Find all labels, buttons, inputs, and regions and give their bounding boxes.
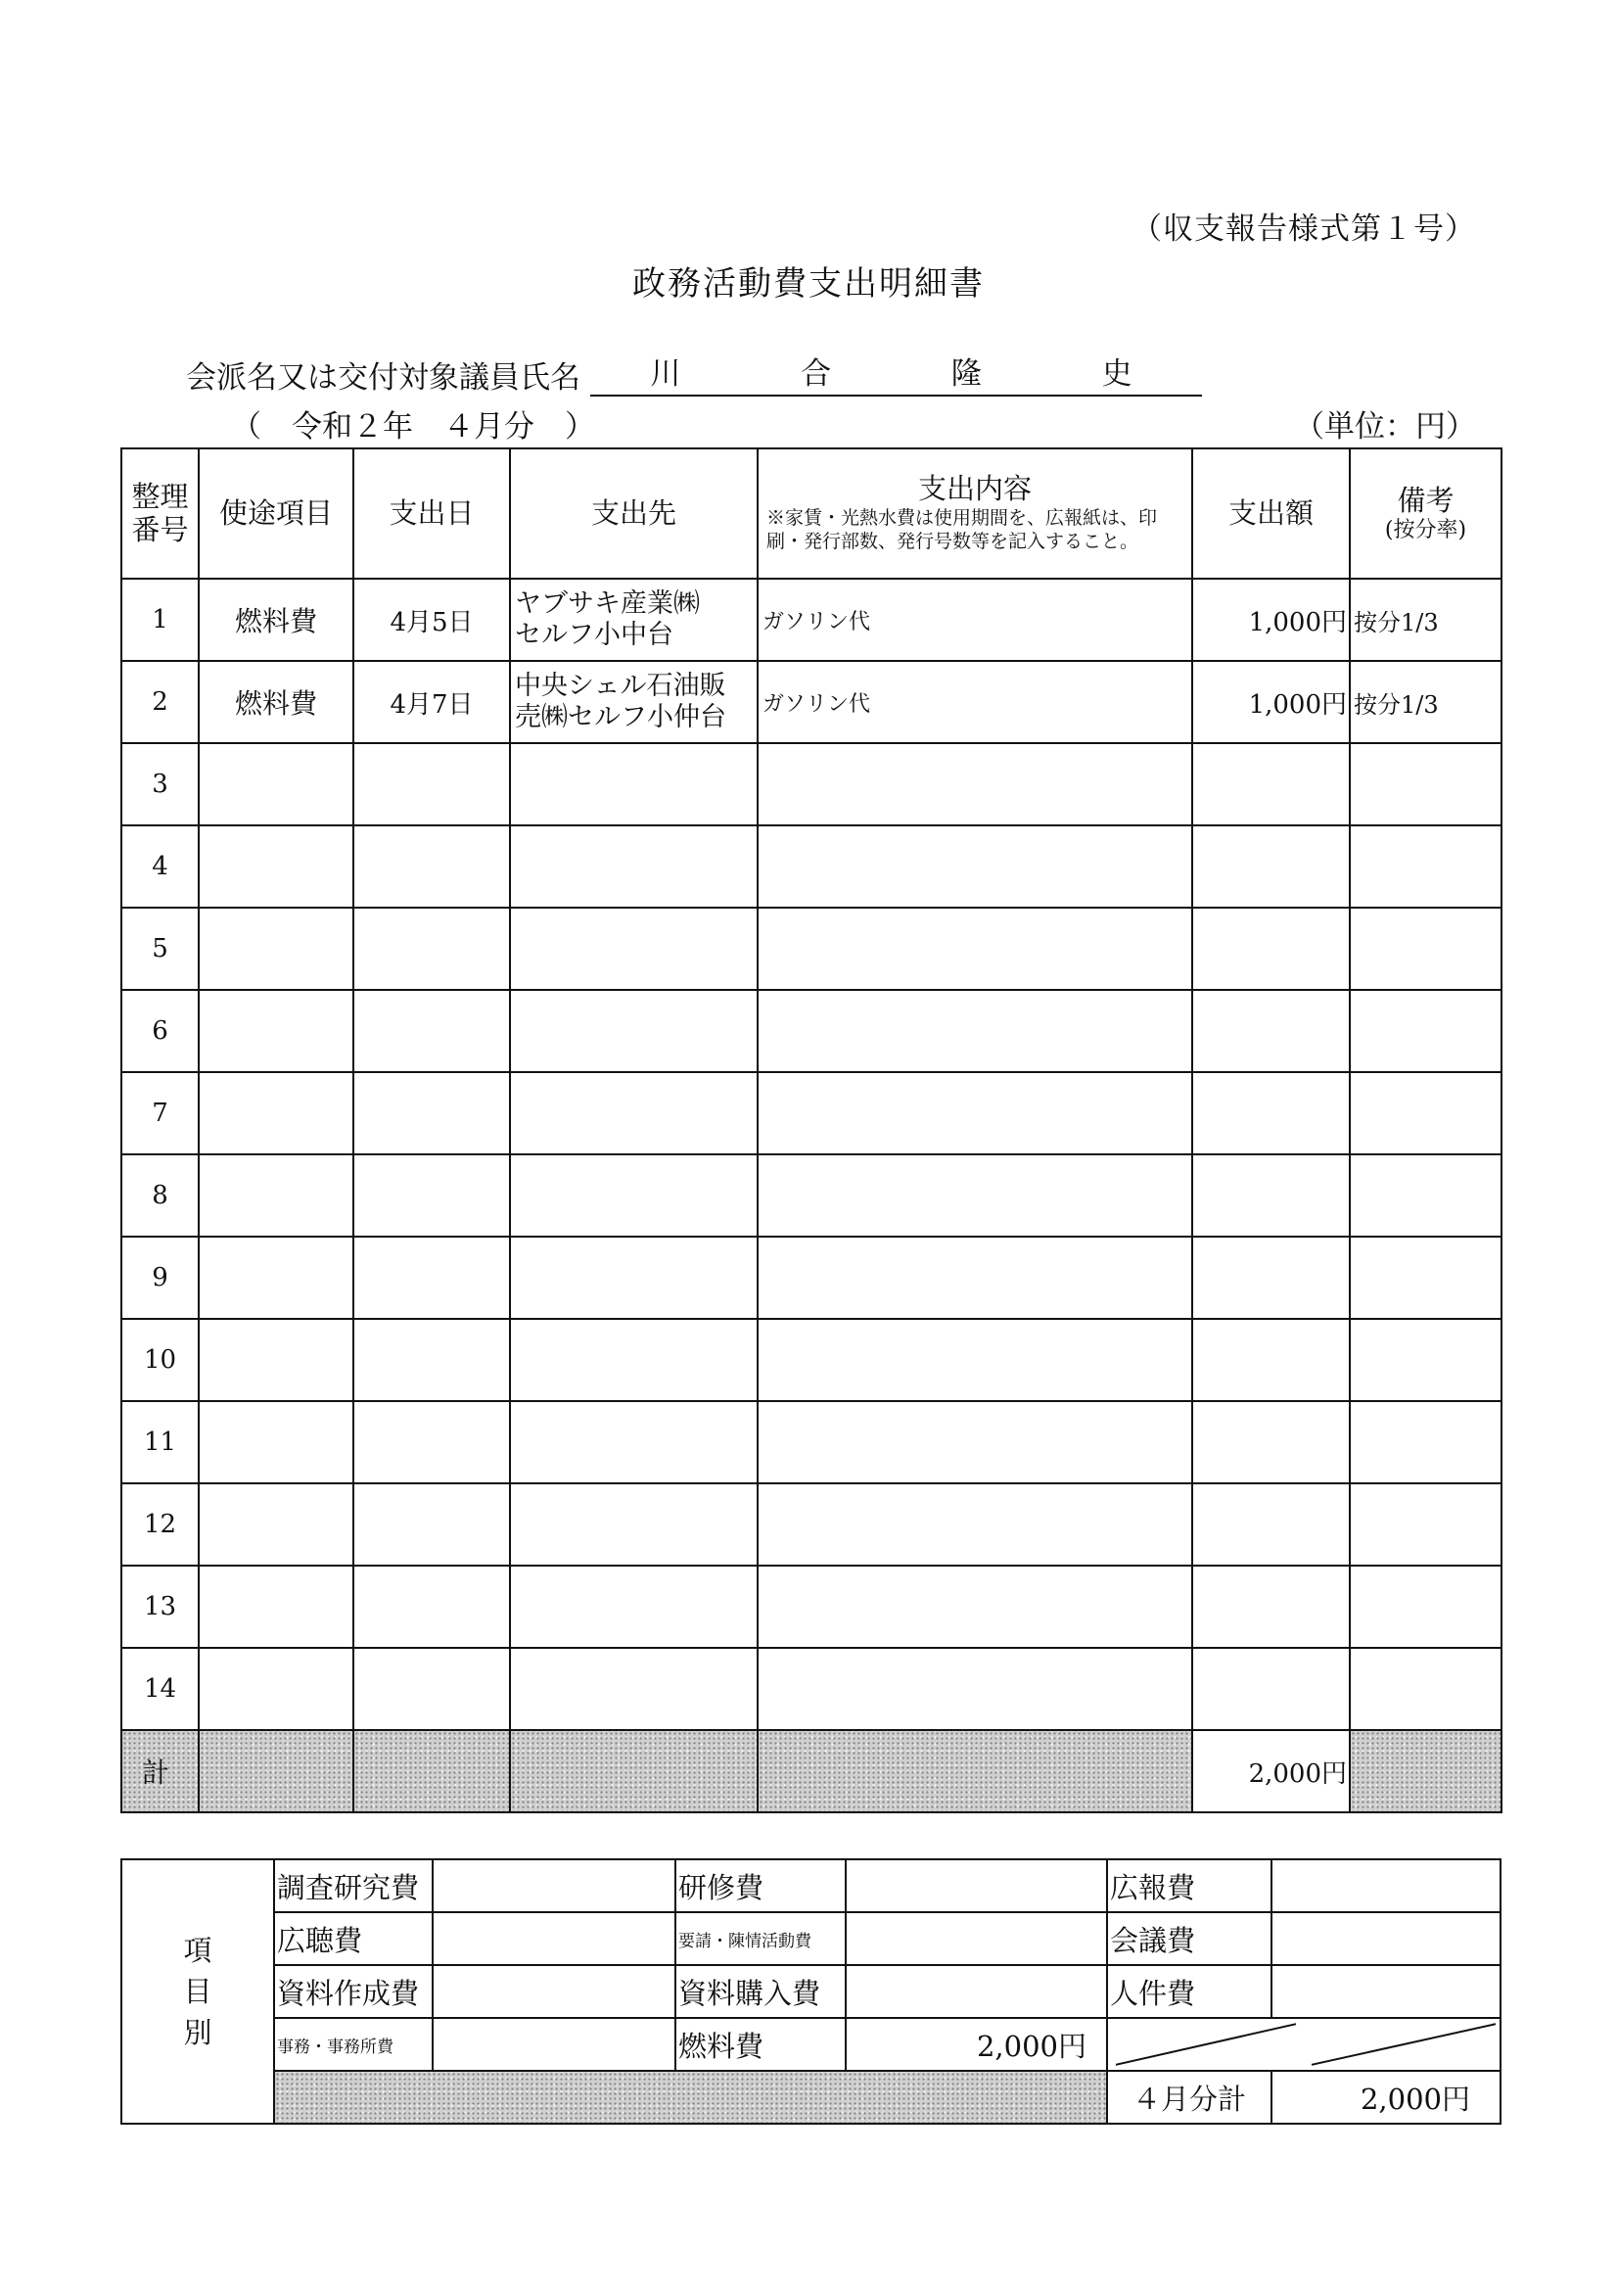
table-row — [121, 990, 1502, 1072]
row-number: 9 — [121, 1237, 199, 1319]
row-amount: 1,000円 — [1192, 579, 1350, 661]
row-category — [199, 1319, 353, 1401]
table-row — [121, 1483, 1502, 1566]
row-amount — [1192, 1237, 1350, 1319]
summary-label: 研修費 — [675, 1859, 846, 1912]
row-payee — [510, 1154, 758, 1237]
row-date — [353, 1483, 510, 1566]
row-description — [758, 1237, 1192, 1319]
row-number: 4 — [121, 825, 199, 908]
table-row — [121, 743, 1502, 825]
summary-row — [121, 1965, 1501, 2018]
summary-label: 会議費 — [1107, 1912, 1271, 1965]
month-total-value: 2,000円 — [1271, 2071, 1501, 2124]
table-row — [121, 1319, 1502, 1401]
table-row — [121, 1566, 1502, 1648]
row-remarks — [1350, 1401, 1502, 1483]
document-title: 政務活動費支出明細書 — [632, 264, 985, 304]
row-payee — [510, 579, 758, 661]
col-remarks-label: 備考 — [1397, 484, 1455, 518]
row-description: ガソリン代 — [758, 661, 1192, 743]
row-remarks — [1350, 908, 1502, 990]
row-payee — [510, 1237, 758, 1319]
expense-table — [120, 447, 1502, 1813]
total-shaded-cell — [510, 1730, 758, 1812]
name-char: 川 — [650, 356, 681, 392]
row-number: 7 — [121, 1072, 199, 1154]
payee-line: 中央シェル石油販 — [515, 671, 726, 702]
row-category: 燃料費 — [199, 579, 353, 661]
row-category — [199, 1072, 353, 1154]
row-payee — [510, 1648, 758, 1730]
name-label: 会派名又は交付対象議員氏名 — [186, 360, 580, 396]
table-row — [121, 1154, 1502, 1237]
row-number: 10 — [121, 1319, 199, 1401]
total-amount: 2,000円 — [1192, 1730, 1350, 1812]
summary-label: 広聴費 — [274, 1912, 433, 1965]
payee-line: ヤブサキ産業㈱ — [515, 588, 700, 620]
summary-label: 燃料費 — [675, 2018, 846, 2071]
col-remarks — [1350, 448, 1502, 579]
row-remarks — [1350, 1072, 1502, 1154]
summary-label: 資料購入費 — [675, 1965, 846, 2018]
payee-line: セルフ小中台 — [515, 620, 673, 650]
summary-value — [846, 1859, 1107, 1912]
table-total-row — [121, 1730, 1502, 1812]
row-number: 3 — [121, 743, 199, 825]
month-total-label: ４月分計 — [1107, 2071, 1271, 2124]
row-remarks — [1350, 825, 1502, 908]
row-category — [199, 1566, 353, 1648]
summary-label: 調査研究費 — [274, 1859, 433, 1912]
row-number: 1 — [121, 579, 199, 661]
summary-value — [433, 1965, 675, 2018]
row-category: 燃料費 — [199, 661, 353, 743]
summary-value — [1271, 1859, 1501, 1912]
summary-row — [121, 2018, 1501, 2071]
row-remarks — [1350, 1483, 1502, 1566]
table-row — [121, 579, 1502, 661]
row-payee — [510, 1566, 758, 1648]
row-payee — [510, 1072, 758, 1154]
row-remarks: 按分1/3 — [1350, 579, 1502, 661]
summary-row — [121, 1912, 1501, 1965]
row-remarks — [1350, 743, 1502, 825]
row-description: ガソリン代 — [758, 579, 1192, 661]
row-amount — [1192, 1483, 1350, 1566]
row-date: 4月5日 — [353, 579, 510, 661]
row-remarks — [1350, 1566, 1502, 1648]
row-amount — [1192, 908, 1350, 990]
row-date — [353, 1319, 510, 1401]
row-amount — [1192, 1154, 1350, 1237]
row-number: 6 — [121, 990, 199, 1072]
row-date — [353, 743, 510, 825]
row-description — [758, 1072, 1192, 1154]
col-description — [758, 448, 1192, 579]
summary-label: 事務・事務所費 — [274, 2018, 433, 2071]
summary-value: 2,000円 — [846, 2018, 1107, 2071]
row-remarks — [1350, 1319, 1502, 1401]
table-row — [121, 1237, 1502, 1319]
table-row — [121, 661, 1502, 743]
row-payee — [510, 1319, 758, 1401]
summary-row — [121, 1859, 1501, 1912]
row-date: 4月7日 — [353, 661, 510, 743]
diagonal-strike — [1107, 2018, 1501, 2071]
row-description — [758, 825, 1192, 908]
row-amount — [1192, 1072, 1350, 1154]
row-category — [199, 825, 353, 908]
col-category: 使途項目 — [199, 448, 353, 579]
table-row — [121, 1648, 1502, 1730]
row-number: 5 — [121, 908, 199, 990]
row-number: 13 — [121, 1566, 199, 1648]
row-number: 12 — [121, 1483, 199, 1566]
summary-shaded-cell — [274, 2071, 1107, 2124]
col-amount: 支出額 — [1192, 448, 1350, 579]
row-date — [353, 990, 510, 1072]
row-remarks: 按分1/3 — [1350, 661, 1502, 743]
row-amount — [1192, 1319, 1350, 1401]
row-amount — [1192, 825, 1350, 908]
col-description-label: 支出内容 — [917, 472, 1032, 506]
row-date — [353, 1566, 510, 1648]
row-amount — [1192, 1648, 1350, 1730]
row-category — [199, 990, 353, 1072]
summary-side-label: 項 目 別 — [121, 1859, 274, 2124]
unit-label: （単位：円） — [1294, 409, 1476, 445]
name-char: 合 — [801, 356, 832, 392]
summary-value — [1271, 1965, 1501, 2018]
row-payee — [510, 661, 758, 743]
total-label: 計 — [121, 1730, 199, 1812]
row-description — [758, 908, 1192, 990]
summary-label: 資料作成費 — [274, 1965, 433, 2018]
row-payee — [510, 908, 758, 990]
payee-line: 売㈱セルフ小仲台 — [515, 702, 726, 732]
form-number: （収支報告様式第１号） — [1132, 211, 1476, 247]
row-category — [199, 743, 353, 825]
row-amount: 1,000円 — [1192, 661, 1350, 743]
col-date: 支出日 — [353, 448, 510, 579]
row-amount — [1192, 990, 1350, 1072]
row-description — [758, 1401, 1192, 1483]
row-description — [758, 743, 1192, 825]
row-description — [758, 1154, 1192, 1237]
table-row — [121, 1401, 1502, 1483]
row-payee — [510, 825, 758, 908]
name-value — [590, 349, 1202, 397]
row-amount — [1192, 743, 1350, 825]
table-row — [121, 1072, 1502, 1154]
total-shaded-cell — [199, 1730, 353, 1812]
row-date — [353, 1154, 510, 1237]
summary-value — [433, 2018, 675, 2071]
row-payee — [510, 990, 758, 1072]
row-date — [353, 908, 510, 990]
row-category — [199, 1237, 353, 1319]
row-category — [199, 1401, 353, 1483]
row-date — [353, 1237, 510, 1319]
row-number: 2 — [121, 661, 199, 743]
report-period: （ 令和２年 ４月分 ） — [231, 409, 595, 445]
summary-value — [846, 1965, 1107, 2018]
summary-value — [433, 1859, 675, 1912]
row-description — [758, 1483, 1192, 1566]
row-category — [199, 1154, 353, 1237]
row-description — [758, 1319, 1192, 1401]
row-date — [353, 825, 510, 908]
row-payee — [510, 743, 758, 825]
table-row — [121, 908, 1502, 990]
name-row — [186, 349, 1202, 397]
name-char: 史 — [1101, 356, 1132, 392]
row-amount — [1192, 1401, 1350, 1483]
row-remarks — [1350, 1154, 1502, 1237]
row-description — [758, 1566, 1192, 1648]
summary-label: 広報費 — [1107, 1859, 1271, 1912]
summary-table — [120, 1858, 1502, 2125]
row-number: 8 — [121, 1154, 199, 1237]
summary-value — [433, 1912, 675, 1965]
row-amount — [1192, 1566, 1350, 1648]
row-category — [199, 908, 353, 990]
summary-value — [1271, 1912, 1501, 1965]
table-row — [121, 825, 1502, 908]
total-shaded-cell — [758, 1730, 1192, 1812]
name-char: 隆 — [950, 356, 982, 392]
summary-value — [846, 1912, 1107, 1965]
row-date — [353, 1072, 510, 1154]
summary-label: 要請・陳情活動費 — [675, 1912, 846, 1965]
row-description — [758, 1648, 1192, 1730]
total-shaded-cell — [353, 1730, 510, 1812]
col-remarks-sub: (按分率) — [1384, 517, 1467, 542]
diagonal-strike-lines — [1108, 2019, 1500, 2070]
summary-label: 人件費 — [1107, 1965, 1271, 2018]
table-header-row — [121, 448, 1502, 579]
row-category — [199, 1483, 353, 1566]
col-number: 整理番号 — [121, 448, 199, 579]
row-payee — [510, 1483, 758, 1566]
row-remarks — [1350, 1648, 1502, 1730]
row-number: 11 — [121, 1401, 199, 1483]
row-date — [353, 1401, 510, 1483]
row-remarks — [1350, 990, 1502, 1072]
row-description — [758, 990, 1192, 1072]
total-shaded-cell — [1350, 1730, 1502, 1812]
row-remarks — [1350, 1237, 1502, 1319]
row-category — [199, 1648, 353, 1730]
row-number: 14 — [121, 1648, 199, 1730]
row-date — [353, 1648, 510, 1730]
summary-total-row — [121, 2071, 1501, 2124]
row-payee — [510, 1401, 758, 1483]
col-description-note: ※家賃・光熱水費は使用期間を、広報紙は、印刷・発行部数、発行号数等を記入すること。 — [766, 507, 1158, 553]
col-payee: 支出先 — [510, 448, 758, 579]
